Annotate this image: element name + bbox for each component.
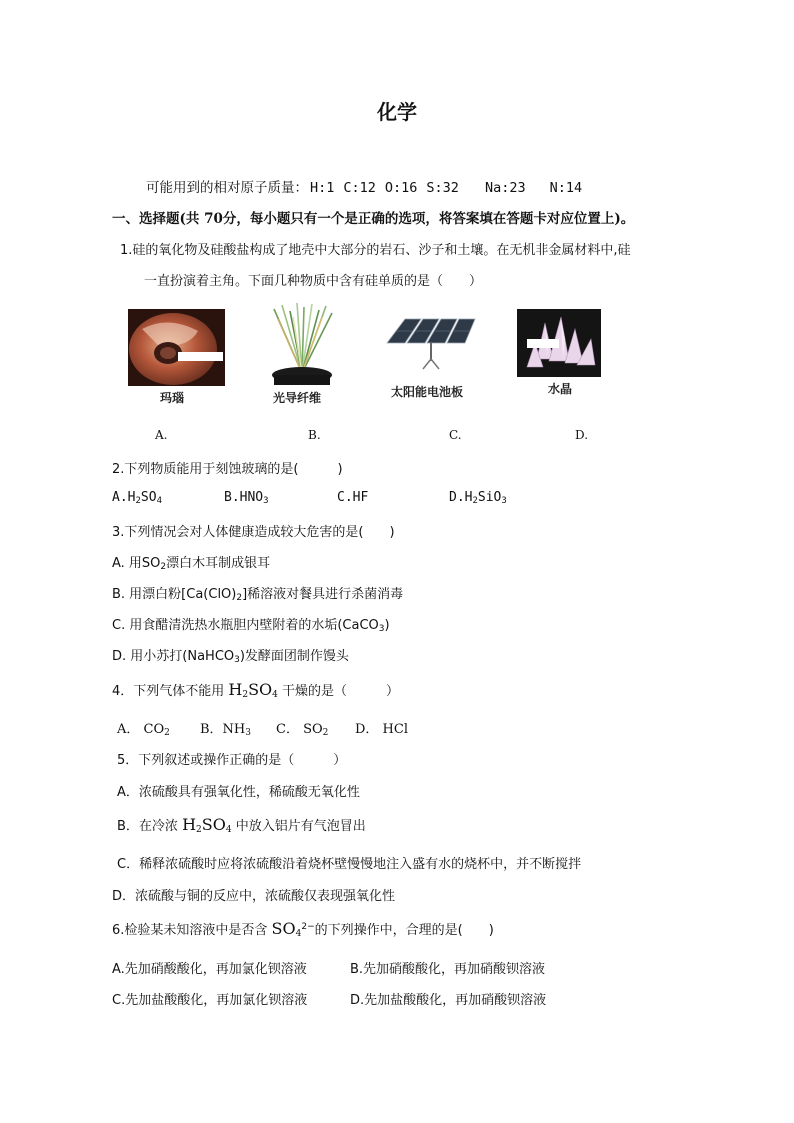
q3-option-b: B. 用漂白粉$[Ca(ClO)_2]$稀溶液对餐具进行杀菌消毒	[112, 587, 404, 603]
q2-option-b: $B.HNO_3$	[224, 490, 269, 506]
q5-option-d: D．浓硫酸与铜的反应中，浓硫酸仅表现强氧化性	[112, 889, 396, 904]
q3-stem: 3.下列情况会对人体健康造成较大危害的是( )	[112, 525, 395, 540]
atomic-mass-label: 可能用到的相对原子质量：	[146, 180, 308, 196]
mass-h: H:1	[310, 180, 335, 196]
caption-agate: 玛瑙	[160, 391, 185, 405]
q6-option-b: B.先加硝酸酸化，再加硝酸钡溶液	[350, 962, 546, 977]
q4-stem: 4．下列气体不能用 $H_2SO_4$ 干燥的是（ ）	[112, 680, 400, 700]
q6-stem: 6.检验某未知溶液中是否含 $SO_4^{2-}$的下列操作中，合理的是( )	[112, 919, 494, 939]
caption-crystal: 水晶	[548, 382, 573, 396]
q5-option-b: B．在冷浓 $H_2SO_4$ 中放入铝片有气泡冒出	[117, 815, 366, 835]
mass-c: C:12	[343, 180, 376, 196]
page-title: 化学	[377, 100, 417, 124]
caption-solar-panel: 太阳能电池板	[391, 385, 464, 399]
agate-image	[128, 309, 225, 386]
q6-option-c: C.先加盐酸酸化，再加氯化钡溶液	[112, 993, 308, 1008]
mass-s: S:32	[426, 180, 459, 196]
q1-line2: 一直扮演着主角。下面几种物质中含有硅单质的是（ ）	[144, 274, 483, 289]
q2-option-c: C.HF	[337, 490, 369, 505]
q1-option-a: A.	[155, 428, 168, 442]
q6-option-d: D.先加盐酸酸化，再加硝酸钡溶液	[350, 993, 547, 1008]
q2-option-a: $A.H_2SO_4$	[112, 490, 162, 506]
q1-option-c: C.	[449, 428, 462, 442]
q4-option-a: A． $CO_2$	[117, 722, 170, 738]
q5-option-c: C．稀释浓硫酸时应将浓硫酸沿着烧杯壁慢慢地注入盛有水的烧杯中，并不断搅拌	[117, 857, 582, 872]
q4-option-c: C． $SO_2$	[276, 722, 329, 738]
q2-stem: 2.下列物质能用于刻蚀玻璃的是( )	[112, 462, 343, 477]
q3-option-a: A. 用$SO_2$漂白木耳制成银耳	[112, 556, 271, 572]
atomic-mass-line	[146, 176, 591, 196]
q2-option-d: $D.H_2SiO_3$	[449, 490, 507, 506]
q1-option-b: B.	[308, 428, 321, 442]
q4-option-d: D． HCl	[355, 722, 408, 737]
q5-stem: 5．下列叙述或操作正确的是（ ）	[117, 753, 347, 768]
q3-option-c: C. 用食醋清洗热水瓶胆内壁附着的水垢(CaCO$_3$)	[112, 618, 390, 634]
crystal-image	[517, 309, 601, 377]
q1-option-d: D.	[575, 428, 589, 442]
caption-optical-fiber: 光导纤维	[273, 391, 322, 405]
optical-fiber-image	[262, 303, 342, 385]
mass-na: Na:23	[484, 180, 526, 196]
q1-line1: 1.硅的氧化物及硅酸盐构成了地壳中大部分的岩石、沙子和土壤。在无机非金属材料中,硅	[120, 243, 631, 258]
q6-option-a: A.先加硝酸酸化，再加氯化钡溶液	[112, 962, 307, 977]
q5-option-a: A．浓硫酸具有强氧化性，稀硫酸无氧化性	[117, 785, 360, 800]
solar-panel-image	[385, 313, 477, 373]
q4-option-b: B．$NH_3$	[200, 722, 251, 738]
section-heading: 一、选择题(共 70分，每小题只有一个是正确的选项，将答案填在答题卡对应位置上)。	[112, 211, 635, 227]
mass-o: O:16	[384, 180, 418, 196]
mass-n: N:14	[549, 180, 583, 196]
q3-option-d: D. 用小苏打(NaHCO$_3$)发酵面团制作馒头	[112, 649, 349, 665]
